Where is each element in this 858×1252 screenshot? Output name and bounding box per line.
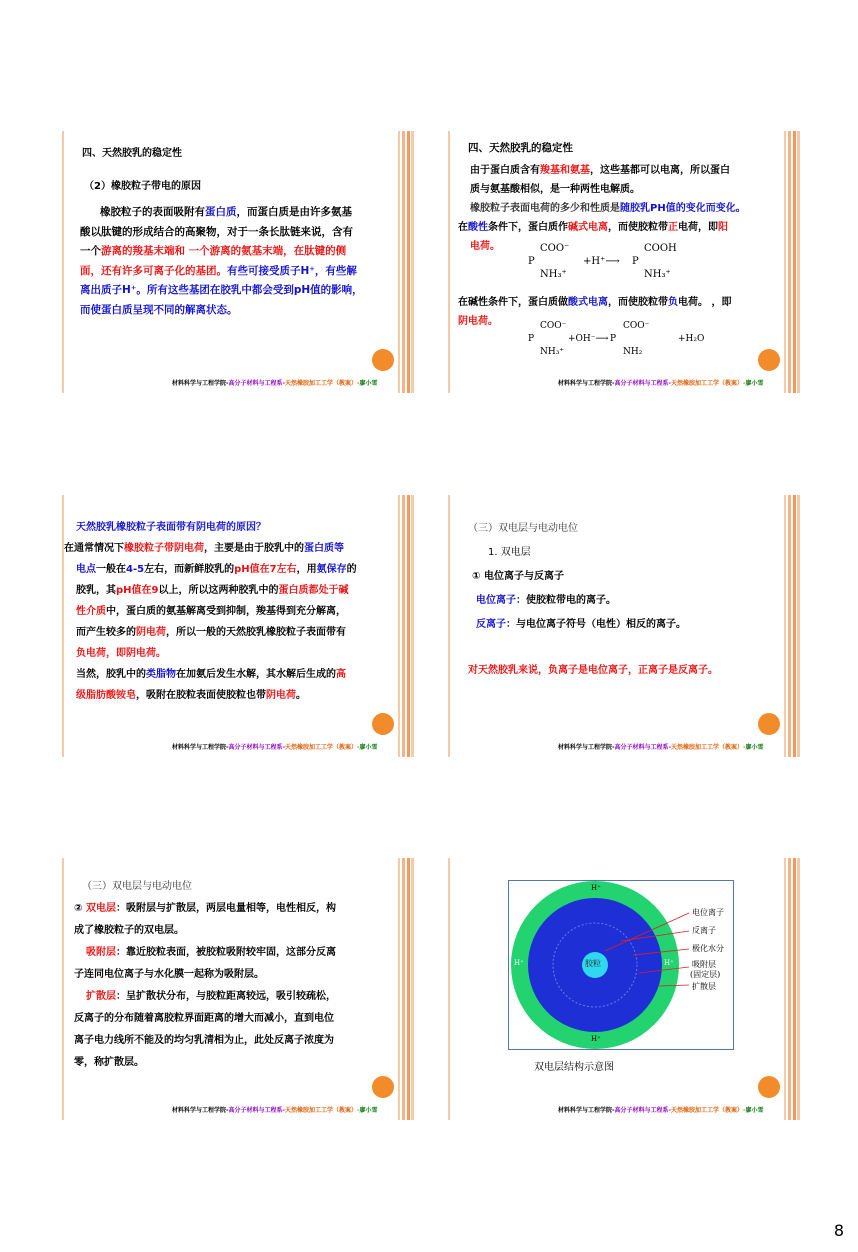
- footer-major: 高分子材料与工程系-: [228, 744, 285, 751]
- left-border: [448, 858, 450, 1120]
- text: ，用: [296, 564, 317, 575]
- text: P: [528, 256, 535, 267]
- text: 离子电力线所不能及的均匀乳清相为止，此处反离子浓度为: [74, 1035, 334, 1046]
- text: 蛋白质等: [304, 543, 344, 554]
- text: +H₂O: [678, 334, 705, 344]
- text: 反离子的分布随着离胶粒界面距离的增大而减小，直到电位: [74, 1013, 334, 1024]
- page-number: 8: [833, 1221, 844, 1240]
- text: 阴电荷: [136, 627, 166, 638]
- text: P: [610, 334, 617, 344]
- slide-subtitle: （2）橡胶粒子带电的原因: [84, 181, 201, 192]
- slide-5: [62, 858, 414, 1120]
- orange-dot: [758, 1076, 780, 1098]
- label-counter-ion: 反离子: [692, 926, 716, 935]
- text: 电点: [76, 564, 96, 575]
- decor-stripe: [398, 495, 414, 757]
- footer-major: 高分子材料与工程系-: [228, 380, 285, 387]
- text: 游离的羧基末端和 一个游离的氨基末端，在肽键的侧: [101, 245, 347, 257]
- text: pH值在7左右: [234, 564, 297, 575]
- text: 而使蛋白质呈现不同的解离状态。: [80, 303, 238, 316]
- text: P: [528, 334, 535, 344]
- slide-footer: [172, 1105, 378, 1114]
- h-plus-bottom: H⁺: [591, 1035, 601, 1043]
- footer-author: 廖小雪: [745, 744, 764, 751]
- text: 类脂物: [146, 669, 176, 680]
- footer-course: 天然橡胶加工工学（教案）-: [285, 380, 360, 387]
- text: ，而使胶粒带: [608, 297, 668, 308]
- equation-base: [528, 321, 728, 366]
- footer-author: 廖小雪: [745, 1107, 764, 1114]
- text: 电荷。 ，即: [678, 297, 732, 308]
- text: 4-5: [126, 564, 145, 575]
- left-border: [448, 131, 450, 393]
- text: pH值在9: [116, 585, 159, 596]
- label-polarized-water: 极化水分: [692, 944, 724, 953]
- text: 在: [458, 222, 468, 233]
- footer-course: 天然橡胶加工工学（教案）-: [285, 1107, 360, 1114]
- text: 质与氨基酸相似，是一种两性电解质。: [470, 184, 640, 195]
- text: 电位离子: [476, 595, 516, 606]
- text: 阳: [718, 222, 728, 233]
- text: 而产生较多的: [76, 627, 136, 638]
- slide-title: 四、天然胶乳的稳定性: [468, 142, 573, 154]
- text: 电荷。: [470, 241, 500, 252]
- text: 在加氨后发生水解，其水解后生成的: [176, 669, 336, 680]
- footer-school: 材料科学与工程学院-: [172, 744, 229, 751]
- text: +OH⁻⟶: [568, 334, 609, 344]
- text: 随胶乳PH值的变化而变化: [620, 203, 736, 214]
- h-plus-top: H⁺: [591, 884, 601, 892]
- text: 双电层: [85, 903, 116, 914]
- text: 中，蛋白质的氨基解离受到抑制，羧基得到充分解离，: [106, 606, 346, 617]
- decor-stripe: [398, 858, 414, 1120]
- text: ，而蛋白质是由许多氨基: [236, 206, 352, 218]
- decor-stripe: [398, 131, 414, 393]
- slide-footer: [558, 742, 764, 751]
- text: 反离子: [476, 619, 506, 630]
- slide-body: [64, 517, 396, 706]
- text: 橡胶粒子表面电荷的多少和性质是: [470, 203, 620, 214]
- footer-major: 高分子材料与工程系-: [614, 744, 671, 751]
- text: 阴电荷: [266, 690, 296, 701]
- text: 天然胶乳橡胶粒子表面带有阴电荷的原因？: [76, 522, 266, 533]
- text: 性介质: [76, 606, 106, 617]
- orange-dot: [372, 349, 394, 371]
- footer-school: 材料科学与工程学院-: [558, 1107, 615, 1114]
- orange-dot: [372, 713, 394, 735]
- orange-dot: [372, 1076, 394, 1098]
- text: ②: [74, 903, 86, 914]
- slide-body: [74, 876, 399, 1074]
- text: 当然，胶乳中的: [76, 669, 146, 680]
- text: 正: [668, 222, 678, 233]
- text: ：与电位离子符号（电性）相反的离子。: [506, 619, 686, 630]
- label-adsorption-layer: 吸附层: [692, 960, 716, 969]
- footer-author: 廖小雪: [745, 380, 764, 387]
- h-plus-right: H⁺: [664, 959, 674, 967]
- text: 高: [336, 669, 346, 680]
- slide-6: [448, 858, 800, 1120]
- text: 1. 双电层: [488, 547, 531, 558]
- left-border: [62, 858, 64, 1120]
- footer-course: 天然橡胶加工工学（教案）-: [671, 380, 746, 387]
- text: ，主要是由于胶乳中的: [204, 543, 304, 554]
- label-diffuse-layer: 扩散层: [692, 982, 716, 991]
- text: 一般在: [96, 564, 126, 575]
- footer-school: 材料科学与工程学院-: [558, 744, 615, 751]
- slide-body: [80, 203, 395, 320]
- text: 离出质子H⁺。所有这些基团在胶乳中都会受到pH值的影响，: [80, 284, 363, 296]
- text: 胶乳，其: [76, 585, 116, 596]
- decor-stripe: [784, 858, 800, 1120]
- slide-footer: [172, 742, 378, 751]
- text: 酸式电离: [568, 297, 608, 308]
- text: 级脂肪酸铵皂: [76, 690, 136, 701]
- text: COOH: [644, 243, 677, 254]
- text: NH₂: [623, 347, 643, 357]
- text: NH₃⁺: [540, 347, 565, 357]
- text: ：靠近胶粒表面，被胶粒吸附较牢固，这部分反离: [116, 947, 336, 958]
- text: 以上，所以这两种胶乳中的: [158, 585, 279, 596]
- orange-dot: [758, 713, 780, 735]
- text: 的: [346, 564, 357, 575]
- text: COO⁻: [540, 321, 567, 331]
- text: 橡胶粒子带阴电荷: [124, 543, 204, 554]
- text: ，所以一般的天然胶乳橡胶粒子表面带有: [166, 627, 346, 638]
- spacer: [468, 637, 788, 659]
- text: 左右，而新鲜胶乳的: [144, 564, 235, 575]
- footer-school: 材料科学与工程学院-: [558, 380, 615, 387]
- text: 负电荷，即阴电荷。: [76, 648, 166, 659]
- footer-author: 廖小雪: [359, 380, 378, 387]
- text: 成了橡胶粒子的双电层。: [74, 925, 184, 936]
- slide-footer: [172, 378, 378, 387]
- text: NH₃⁺: [644, 269, 671, 280]
- text: ：使胶粒带电的离子。: [516, 595, 616, 606]
- slide-title: （三）双电层与电动电位: [82, 881, 192, 892]
- text: ：吸附层与扩散层，两层电量相等，电性相反，构: [115, 903, 336, 914]
- text: 吸附层: [86, 947, 116, 958]
- text: 羧基和氨基: [540, 165, 590, 176]
- text: 电荷，即: [678, 222, 718, 233]
- text: 碱式电离: [568, 222, 608, 233]
- double-layer-diagram: [508, 880, 734, 1050]
- text: 在碱性条件下，蛋白质做: [458, 297, 568, 308]
- text: 蛋白质: [205, 206, 237, 218]
- text: COO⁻: [540, 243, 570, 254]
- diagram-caption: 双电层结构示意图: [534, 1062, 614, 1073]
- footer-author: 廖小雪: [359, 744, 378, 751]
- left-border: [448, 495, 450, 757]
- footer-course: 天然橡胶加工工学（教案）-: [671, 1107, 746, 1114]
- orange-dot: [758, 349, 780, 371]
- text: 酸性: [468, 222, 488, 233]
- text: 蛋白质都处于碱: [278, 585, 349, 596]
- label-potential-ion: 电位离子: [692, 908, 724, 917]
- text: ① 电位离子与反离子: [472, 571, 564, 582]
- text: +H⁺⟶: [583, 256, 620, 267]
- text: ：呈扩散状分布，与胶粒距离较远，吸引较疏松，: [116, 991, 336, 1002]
- left-border: [62, 131, 64, 393]
- text: 橡胶粒子的表面吸附有: [100, 206, 205, 218]
- core-label: 胶粒: [585, 959, 601, 968]
- text: 一个: [80, 245, 101, 257]
- slide-footer: [558, 1105, 764, 1114]
- text: NH₃⁺: [540, 269, 567, 280]
- slide-2: [448, 131, 800, 393]
- footer-school: 材料科学与工程学院-: [172, 1107, 229, 1114]
- text: 负: [668, 297, 678, 308]
- text: 有些可接受质子H⁺，有些解: [227, 264, 357, 277]
- text: 。: [735, 203, 746, 214]
- text: ，吸附在胶粒表面使胶粒也带: [136, 690, 266, 701]
- footer-school: 材料科学与工程学院-: [172, 380, 229, 387]
- footer-major: 高分子材料与工程系-: [228, 1107, 285, 1114]
- text: 条件下，蛋白质作: [488, 222, 568, 233]
- text: 氨保存: [316, 564, 347, 575]
- slide-body: [468, 517, 788, 683]
- h-plus-left: H⁺: [514, 959, 524, 967]
- equation-acid: [528, 241, 708, 291]
- text: 由于蛋白质含有: [470, 165, 540, 176]
- text: 面，还有许多可离子化的基团。: [80, 264, 227, 277]
- text: 酸以肽键的形成结合的高聚物，对于一条长肽链来说，含有: [80, 225, 353, 238]
- text: 在通常情况下: [64, 543, 124, 554]
- slide-title: （三）双电层与电动电位: [468, 523, 578, 534]
- text: 子连同电位离子与水化膜一起称为吸附层。: [74, 969, 264, 980]
- text: 零，称扩散层。: [74, 1057, 144, 1068]
- footer-major: 高分子材料与工程系-: [614, 380, 671, 387]
- text: ，而使胶粒带: [608, 222, 668, 233]
- text: 扩散层: [86, 991, 116, 1002]
- slide-title: 四、天然胶乳的稳定性: [82, 148, 182, 159]
- text: COO⁻: [623, 321, 650, 331]
- slide-3: [62, 495, 414, 757]
- footer-author: 廖小雪: [359, 1107, 378, 1114]
- slide-4: [448, 495, 800, 757]
- footer-course: 天然橡胶加工工学（教案）-: [671, 744, 746, 751]
- text: 。: [296, 690, 306, 701]
- slide-1: [62, 131, 414, 393]
- footer-major: 高分子材料与工程系-: [614, 1107, 671, 1114]
- text: P: [632, 256, 639, 267]
- label-fixed-layer: (固定层): [690, 970, 721, 979]
- text: ，这些基都可以电离，所以蛋白: [590, 165, 730, 176]
- text: 阴电荷。: [458, 316, 498, 327]
- slide-footer: [558, 378, 764, 387]
- text: 对天然胶乳来说，负离子是电位离子，正离子是反离子。: [468, 665, 718, 676]
- footer-course: 天然橡胶加工工学（教案）-: [285, 744, 360, 751]
